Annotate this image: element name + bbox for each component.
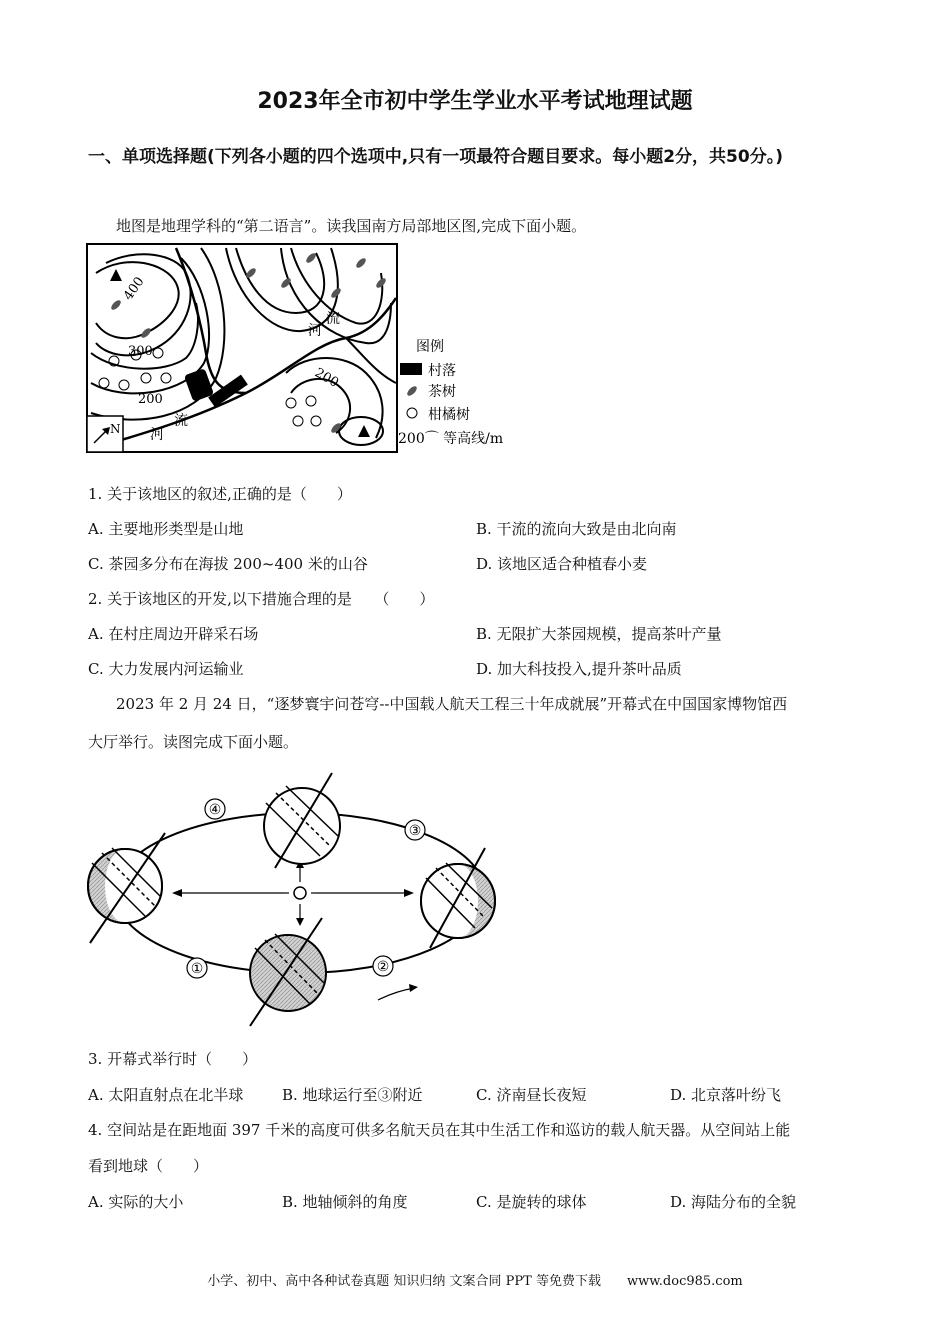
orbit-label-2: ②: [376, 959, 390, 975]
orbit-diagram: [80, 768, 520, 1033]
legend-title: 图例: [416, 339, 444, 355]
q2-option-d[interactable]: D. 加大科技投入,提升茶叶品质: [476, 660, 682, 678]
q4-option-a[interactable]: A. 实际的大小: [88, 1193, 184, 1211]
q3-option-b[interactable]: B. 地球运行至③附近: [282, 1086, 423, 1104]
legend-citrus: 柑橘树: [428, 407, 470, 423]
q3-option-a[interactable]: A. 太阳直射点在北半球: [88, 1086, 244, 1104]
legend-village: 村落: [428, 363, 456, 379]
river-label: 流: [326, 311, 340, 327]
q2-option-b[interactable]: B. 无限扩大茶园规模，提高茶叶产量: [476, 625, 722, 643]
q3-option-d[interactable]: D. 北京落叶纷飞: [670, 1086, 782, 1104]
q4-option-b[interactable]: B. 地轴倾斜的角度: [282, 1193, 408, 1211]
contour-label: 300: [128, 344, 153, 359]
intro-text: 地图是地理学科的“第二语言”。读我国南方局部地区图,完成下面小题。: [116, 217, 587, 235]
question-4-stem-line2: 看到地球（ ）: [88, 1157, 209, 1175]
question-1-stem: 1. 关于该地区的叙述,正确的是（ ）: [88, 485, 352, 503]
q1-option-a[interactable]: A. 主要地形类型是山地: [88, 520, 244, 538]
river-label: 河: [150, 427, 164, 443]
section-heading: 一、单项选择题(下列各小题的四个选项中,只有一项最符合题目要求。每小题2分，共50分。): [88, 147, 783, 167]
question-3-stem: 3. 开幕式举行时（ ）: [88, 1050, 258, 1068]
q1-option-c[interactable]: C. 茶园多分布在海拔 200~400 米的山谷: [88, 555, 368, 573]
page-title: 2023年全市初中学生学业水平考试地理试题: [257, 89, 693, 114]
footer-text: 小学、初中、高中各种试卷真题 知识归纳 文案合同 PPT 等免费下载 www.doc985.com: [207, 1274, 743, 1289]
contour-label: 400: [120, 274, 148, 304]
contour-label: 200: [312, 365, 342, 391]
legend-tea: 茶树: [428, 384, 456, 400]
question-4-stem-line1: 4. 空间站是在距地面 397 千米的高度可供多名航天员在其中生活工作和巡访的载人航天器。从空间站上能: [88, 1121, 791, 1139]
q4-option-c[interactable]: C. 是旋转的球体: [476, 1193, 587, 1211]
intro2-line2: 大厅举行。读图完成下面小题。: [88, 733, 299, 751]
orbit-label-3: ③: [408, 823, 422, 839]
north-label: N: [110, 422, 121, 436]
q4-option-d[interactable]: D. 海陆分布的全貌: [670, 1193, 797, 1211]
intro2-line1: 2023 年 2 月 24 日，“逐梦寰宇问苍穹--中国载人航天工程三十年成就展”开幕式在中国国家博物馆西: [116, 695, 788, 713]
q2-option-a[interactable]: A. 在村庄周边开辟采石场: [88, 625, 259, 643]
river-label: 流: [174, 413, 188, 429]
question-2-stem: 2. 关于该地区的开发,以下措施合理的是 （ ）: [88, 590, 435, 608]
river-label: 河: [308, 323, 322, 339]
legend-contour: 200⌒ 等高线/m: [398, 431, 504, 447]
q1-option-d[interactable]: D. 该地区适合种植春小麦: [476, 555, 648, 573]
orbit-label-4: ④: [208, 802, 222, 818]
q3-option-c[interactable]: C. 济南昼长夜短: [476, 1086, 587, 1104]
contour-map: [86, 243, 526, 453]
contour-label: 200: [138, 392, 163, 407]
orbit-label-1: ①: [190, 961, 204, 977]
q2-option-c[interactable]: C. 大力发展内河运输业: [88, 660, 244, 678]
q1-option-b[interactable]: B. 干流的流向大致是由北向南: [476, 520, 677, 538]
